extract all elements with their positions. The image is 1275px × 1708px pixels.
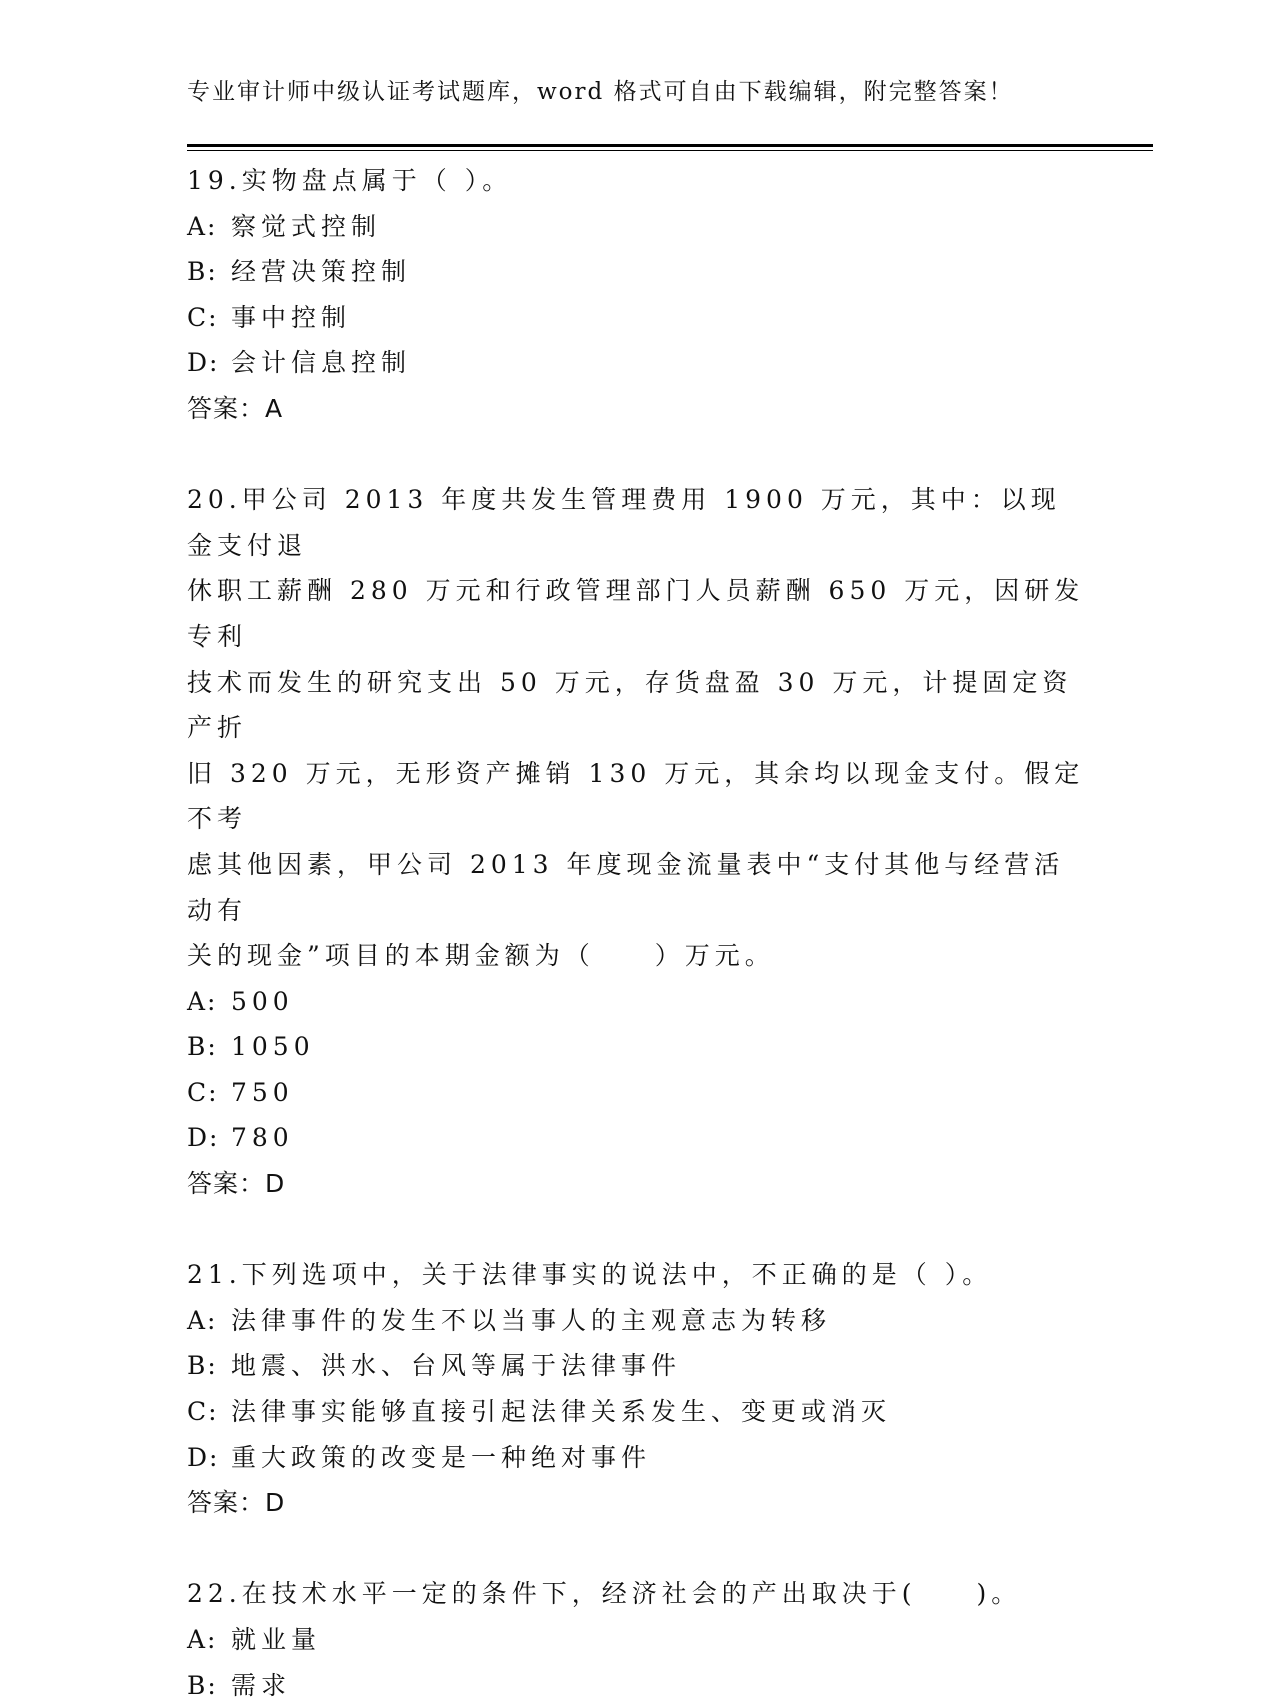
option-letter: A: xyxy=(187,1305,218,1335)
option-letter: D: xyxy=(187,1442,220,1472)
option-letter: C: xyxy=(187,1077,219,1107)
answer-line: 答案：D xyxy=(187,1169,286,1199)
option-text: 地震、洪水、台风等属于法律事件 xyxy=(231,1351,682,1381)
header-rule-thick xyxy=(187,144,1153,147)
option-text: 法律事件的发生不以当事人的主观意志为转移 xyxy=(231,1305,832,1335)
option-b xyxy=(187,1663,1087,1708)
header-rule-thin xyxy=(187,150,1153,151)
question-19 xyxy=(187,158,1087,432)
question-stem: 21.下列选项中，关于法律事实的说法中，不正确的是（ ）。 xyxy=(187,1260,993,1290)
option-text: 重大政策的改变是一种绝对事件 xyxy=(231,1442,652,1472)
option-text: 需求 xyxy=(231,1670,292,1700)
option-b xyxy=(187,1343,1087,1389)
question-stem: 19.实物盘点属于（ ）。 xyxy=(187,166,513,195)
option-letter: A: xyxy=(187,1625,218,1654)
answer-line: 答案：A xyxy=(187,393,284,423)
question-20 xyxy=(187,477,1087,1207)
option-letter: C: xyxy=(187,1397,219,1427)
option-letter: A: xyxy=(187,211,218,241)
option-text: 780 xyxy=(231,1123,294,1153)
option-letter: B: xyxy=(187,1351,218,1381)
option-d xyxy=(187,1435,1087,1481)
option-text: 经营决策控制 xyxy=(231,257,412,287)
question-list xyxy=(187,158,1087,1708)
option-b xyxy=(187,249,1087,295)
spacer xyxy=(187,1207,1087,1253)
option-text: 事中控制 xyxy=(231,302,352,332)
option-c xyxy=(187,1389,1087,1435)
option-a xyxy=(187,204,1087,250)
question-22 xyxy=(187,1571,1087,1708)
option-a xyxy=(187,1617,1087,1663)
option-text: 会计信息控制 xyxy=(231,348,412,378)
question-stem: 22.在技术水平一定的条件下，经济社会的产出取决于( )。 xyxy=(187,1579,1022,1609)
question-stem-line: 虑其他因素，甲公司 2013 年度现金流量表中“支付其他与经营活动有 xyxy=(187,849,1065,925)
option-text: 500 xyxy=(231,986,294,1016)
option-letter: B: xyxy=(187,1032,218,1062)
option-a xyxy=(187,1298,1087,1344)
spacer xyxy=(187,1526,1087,1572)
option-c xyxy=(187,1070,1087,1116)
question-21 xyxy=(187,1252,1087,1526)
spacer xyxy=(187,432,1087,478)
option-d xyxy=(187,1115,1087,1161)
option-letter: A: xyxy=(187,986,218,1016)
page-header: 专业审计师中级认证考试题库，word 格式可自由下载编辑，附完整答案！ xyxy=(187,79,1014,105)
question-stem-line: 关的现金”项目的本期金额为（ ）万元。 xyxy=(187,941,775,971)
option-d xyxy=(187,340,1087,386)
option-a xyxy=(187,979,1087,1025)
option-letter: D: xyxy=(187,348,220,378)
question-stem-line: 旧 320 万元，无形资产摊销 130 万元，其余均以现金支付。假定不考 xyxy=(187,758,1085,834)
option-b xyxy=(187,1024,1087,1070)
option-text: 察觉式控制 xyxy=(231,211,382,241)
option-text: 法律事实能够直接引起法律关系发生、变更或消灭 xyxy=(231,1397,892,1427)
question-stem-line: 休职工薪酬 280 万元和行政管理部门人员薪酬 650 万元，因研发专利 xyxy=(187,576,1085,651)
option-letter: D: xyxy=(187,1123,220,1153)
option-text: 1050 xyxy=(231,1032,315,1062)
option-text: 就业量 xyxy=(231,1625,322,1654)
option-letter: B: xyxy=(187,1670,218,1700)
question-stem-line: 技术而发生的研究支出 50 万元，存货盘盈 30 万元，计提固定资产折 xyxy=(187,667,1073,743)
question-stem-line: 20.甲公司 2013 年度共发生管理费用 1900 万元，其中：以现金支付退 xyxy=(187,485,1061,560)
option-c xyxy=(187,295,1087,341)
option-letter: C: xyxy=(187,302,219,332)
option-letter: B: xyxy=(187,257,218,287)
answer-line: 答案：D xyxy=(187,1488,286,1518)
option-text: 750 xyxy=(231,1077,294,1107)
